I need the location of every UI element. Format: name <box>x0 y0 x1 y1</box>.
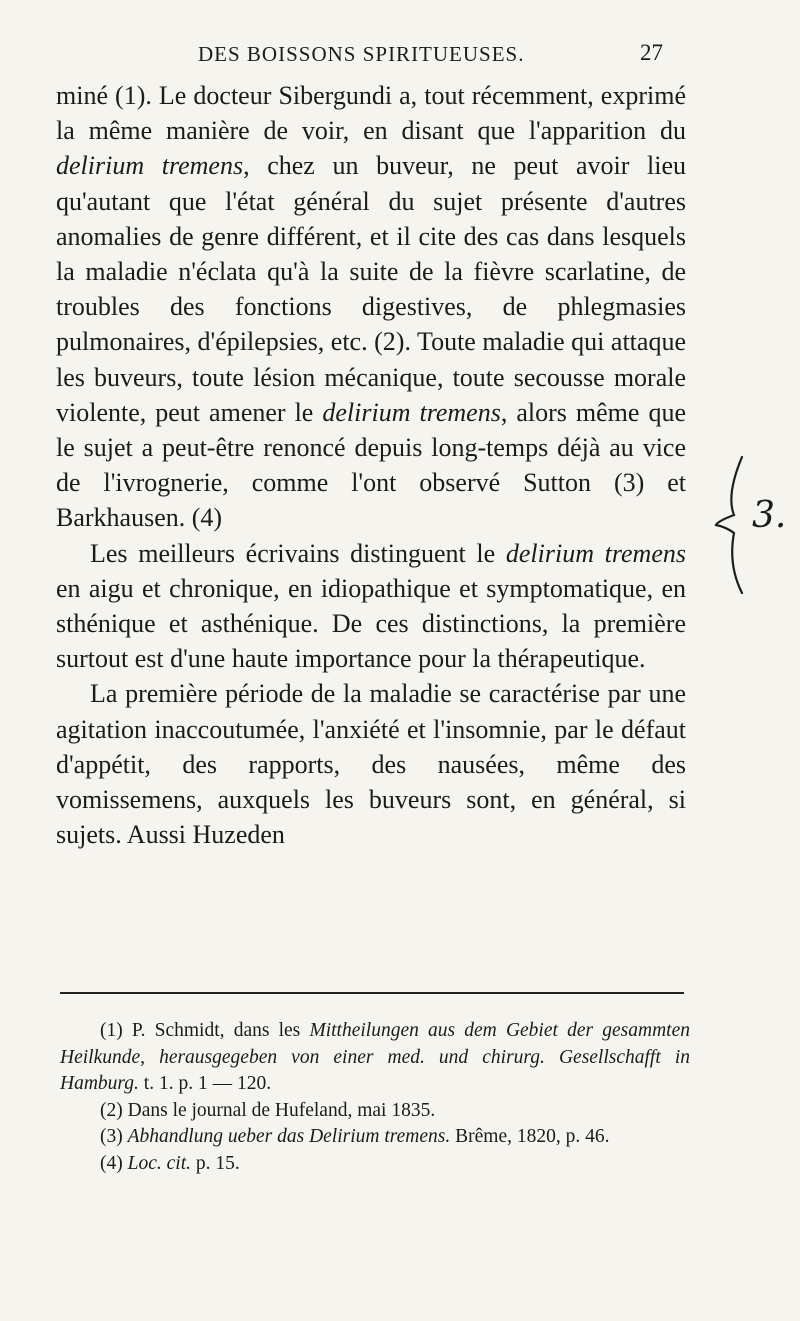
handwritten-marginalia <box>700 455 790 595</box>
footnote-3 <box>60 1124 690 1151</box>
fn3-suffix: Brême, 1820, p. 46. <box>450 1126 610 1147</box>
running-head: DES BOISSONS SPIRITUEUSES. <box>198 42 525 66</box>
p1-text-b: , chez un buveur, ne peut avoir lieu qu'autant que l'état général du sujet présente d'autres anomalies de genre différent, et il cite des cas dans lesquels la maladie n'éclata qu'à la suite de la fièvre scarlatine, de troubles des fonctions digestives, de phlegmasies pulmonaires, d'épilepsies, etc. (2). Toute maladie qui attaque les buveurs, toute lésion mécanique, toute secousse morale violente, peut amener le <box>56 151 686 427</box>
p2-text-a: Les meilleurs écrivains distinguent le <box>90 538 506 568</box>
footnote-2: (2) Dans le journal de Hufeland, mai 1835. <box>100 1099 436 1121</box>
paragraph-3: La première période de la maladie se caractérise par une agitation inaccoutumée, l'anxiété et l'insomnie, par le défaut d'appétit, des rapports, des nausées, même des vomissemens, auxquels les buveurs sont, en général, si sujets. Aussi Huzeden <box>56 679 686 850</box>
fn3-title: Abhandlung ueber das Delirium tremens. <box>127 1126 451 1147</box>
page-header <box>0 38 800 78</box>
handwritten-bracket-icon <box>712 455 752 595</box>
p2-term: delirium tremens <box>505 538 686 568</box>
p2-text-b: en aigu et chronique, en idiopathique et symptomatique, en sthénique et asthénique. De ces distinctions, la première surtout est d'une haute importance pour la thérapeutique. <box>56 573 686 674</box>
fn4-title: Loc. cit. <box>127 1152 191 1174</box>
footnote-4 <box>60 1151 690 1178</box>
paragraph-2 <box>56 536 686 677</box>
page-number: 27 <box>640 40 663 65</box>
fn4-prefix: (4) <box>100 1152 128 1174</box>
fn4-suffix: p. 15. <box>191 1152 240 1174</box>
fn1-suffix: t. 1. p. 1 — 120. <box>138 1073 272 1094</box>
p1-text-a: miné (1). Le docteur Sibergundi a, tout récemment, exprimé la même manière de voir, en disant que l'apparition du <box>56 81 686 146</box>
footnotes <box>60 1018 690 1177</box>
fn1-title: Mittheilungen aus dem Gebiet der gesammten Heilkunde, herausgegeben von einer med. und chirurg. Gesellschafft in Hamburg. <box>60 1020 690 1094</box>
paragraph-1 <box>56 78 686 536</box>
marginal-note: 3. <box>752 495 787 536</box>
fn1-prefix: (1) P. Schmidt, dans les <box>100 1020 310 1041</box>
main-text <box>56 78 686 852</box>
p1-term-b: delirium tremens <box>322 397 501 427</box>
fn3-prefix: (3) <box>100 1126 128 1147</box>
p1-term-a: delirium tremens <box>56 151 244 181</box>
footnote-1 <box>60 1018 690 1098</box>
p1-text-c: , alors même que le sujet a peut-être renoncé depuis long-temps déjà au vice de l'ivrognerie, comme l'ont observé Sutton (3) et Barkhausen. (4) <box>56 397 687 533</box>
footnote-divider <box>60 992 684 994</box>
